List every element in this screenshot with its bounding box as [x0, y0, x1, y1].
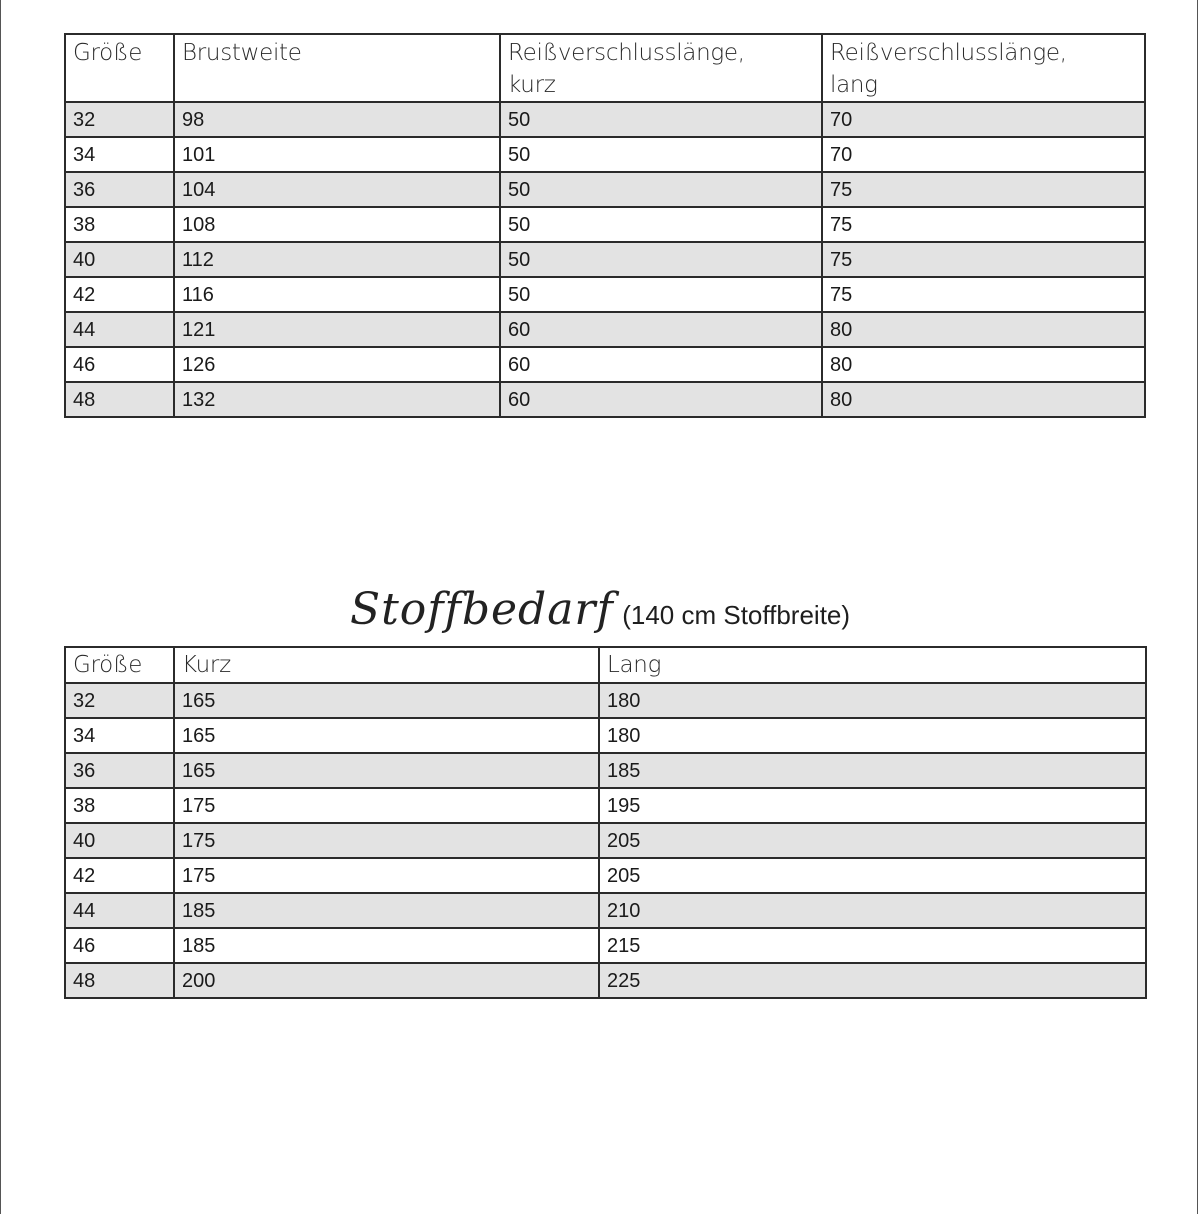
table-row — [65, 718, 1146, 753]
table-row — [65, 102, 1145, 137]
cell-zipper-short: 50 — [500, 102, 822, 137]
header-zipper-short: Reißverschlusslänge, kurz — [500, 34, 822, 102]
cell-size: 38 — [65, 788, 174, 823]
cell-zipper-long: 75 — [822, 207, 1145, 242]
table-body — [65, 102, 1145, 417]
cell-short: 165 — [174, 753, 599, 788]
cell-chest-width: 101 — [174, 137, 500, 172]
table-row — [65, 312, 1145, 347]
cell-size: 40 — [65, 823, 174, 858]
cell-zipper-short: 50 — [500, 242, 822, 277]
cell-short: 175 — [174, 788, 599, 823]
cell-size: 48 — [65, 963, 174, 998]
table-row — [65, 207, 1145, 242]
cell-size: 32 — [65, 102, 174, 137]
cell-size: 36 — [65, 753, 174, 788]
cell-zipper-long: 80 — [822, 312, 1145, 347]
cell-size: 38 — [65, 207, 174, 242]
table-header-row — [65, 34, 1145, 102]
cell-zipper-long: 75 — [822, 242, 1145, 277]
cell-long: 210 — [599, 893, 1146, 928]
cell-size: 42 — [65, 277, 174, 312]
cell-zipper-short: 50 — [500, 207, 822, 242]
table-row — [65, 858, 1146, 893]
cell-long: 180 — [599, 683, 1146, 718]
header-size: Größe — [65, 647, 174, 683]
cell-short: 165 — [174, 683, 599, 718]
cell-size: 36 — [65, 172, 174, 207]
cell-size: 40 — [65, 242, 174, 277]
table-row — [65, 137, 1145, 172]
cell-chest-width: 126 — [174, 347, 500, 382]
table-header-row — [65, 647, 1146, 683]
cell-short: 185 — [174, 893, 599, 928]
cell-long: 205 — [599, 823, 1146, 858]
table-row — [65, 683, 1146, 718]
cell-zipper-long: 80 — [822, 382, 1145, 417]
cell-long: 185 — [599, 753, 1146, 788]
table-row — [65, 347, 1145, 382]
zipper-size-table — [64, 33, 1146, 418]
cell-long: 195 — [599, 788, 1146, 823]
cell-size: 46 — [65, 928, 174, 963]
section-title-note: (140 cm Stoffbreite) — [622, 600, 851, 630]
cell-chest-width: 108 — [174, 207, 500, 242]
cell-zipper-short: 60 — [500, 347, 822, 382]
table-body — [65, 683, 1146, 998]
cell-zipper-long: 70 — [822, 102, 1145, 137]
table-row — [65, 382, 1145, 417]
cell-chest-width: 121 — [174, 312, 500, 347]
table-row — [65, 277, 1145, 312]
cell-size: 46 — [65, 347, 174, 382]
cell-zipper-short: 60 — [500, 382, 822, 417]
table-row — [65, 753, 1146, 788]
table-row — [65, 893, 1146, 928]
cell-short: 175 — [174, 858, 599, 893]
cell-short: 175 — [174, 823, 599, 858]
table-row — [65, 823, 1146, 858]
cell-zipper-short: 50 — [500, 277, 822, 312]
table-row — [65, 242, 1145, 277]
cell-short: 200 — [174, 963, 599, 998]
header-zipper-long: Reißverschlusslänge, lang — [822, 34, 1145, 102]
cell-short: 185 — [174, 928, 599, 963]
cell-zipper-long: 75 — [822, 277, 1145, 312]
cell-chest-width: 104 — [174, 172, 500, 207]
cell-long: 215 — [599, 928, 1146, 963]
cell-zipper-short: 60 — [500, 312, 822, 347]
header-size: Größe — [65, 34, 174, 102]
cell-size: 44 — [65, 893, 174, 928]
cell-size: 34 — [65, 137, 174, 172]
cell-chest-width: 112 — [174, 242, 500, 277]
cell-long: 180 — [599, 718, 1146, 753]
cell-long: 205 — [599, 858, 1146, 893]
header-chest-width: Brustweite — [174, 34, 500, 102]
cell-long: 225 — [599, 963, 1146, 998]
cell-size: 42 — [65, 858, 174, 893]
cell-chest-width: 132 — [174, 382, 500, 417]
cell-zipper-short: 50 — [500, 137, 822, 172]
cell-chest-width: 98 — [174, 102, 500, 137]
header-short: Kurz — [174, 647, 599, 683]
header-long: Lang — [599, 647, 1146, 683]
cell-zipper-long: 75 — [822, 172, 1145, 207]
cell-zipper-long: 80 — [822, 347, 1145, 382]
table-row — [65, 788, 1146, 823]
cell-zipper-long: 70 — [822, 137, 1145, 172]
cell-short: 165 — [174, 718, 599, 753]
cell-size: 32 — [65, 683, 174, 718]
fabric-requirement-table — [64, 646, 1147, 999]
cell-zipper-short: 50 — [500, 172, 822, 207]
cell-size: 44 — [65, 312, 174, 347]
cell-size: 48 — [65, 382, 174, 417]
table-row — [65, 928, 1146, 963]
table-row — [65, 963, 1146, 998]
cell-size: 34 — [65, 718, 174, 753]
section-title-script: Stoffbedarf — [349, 584, 614, 635]
cell-chest-width: 116 — [174, 277, 500, 312]
table-row — [65, 172, 1145, 207]
section-title — [0, 584, 1200, 635]
